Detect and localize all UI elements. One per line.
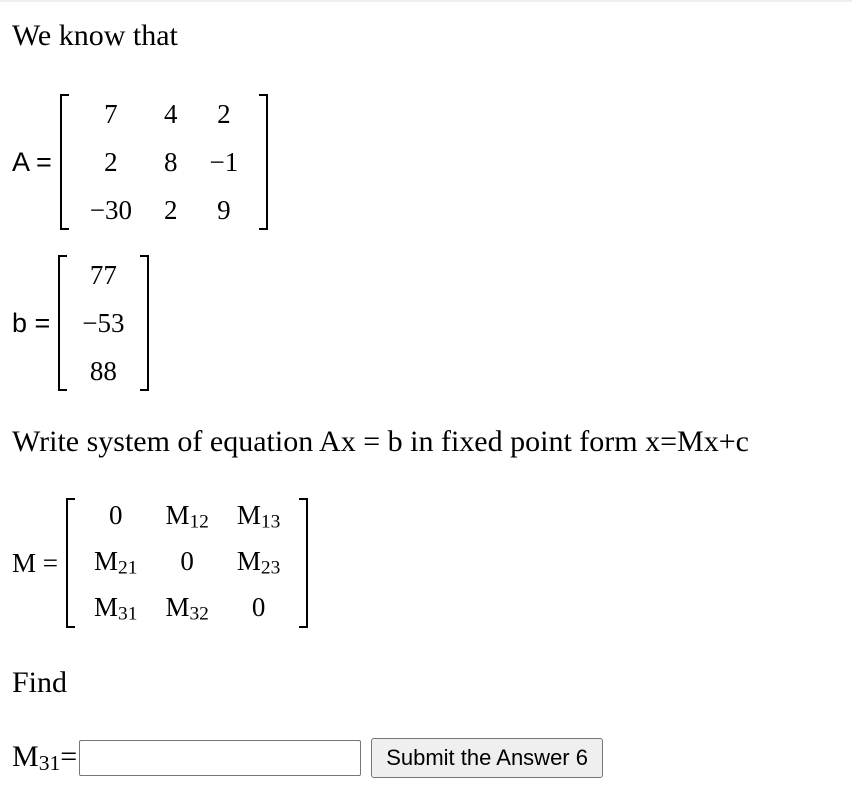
- matrix-m-cell: 0: [180, 546, 194, 577]
- vector-b-cell: −53: [82, 307, 125, 338]
- matrix-a-label: A =: [12, 146, 52, 177]
- vector-b-cell: 77: [89, 259, 117, 290]
- matrix-a-cell: −1: [209, 146, 239, 177]
- submit-answer-button[interactable]: Submit the Answer 6: [371, 738, 603, 778]
- top-divider: [0, 0, 852, 2]
- matrix-m-cell: $M_{13}$: [236, 500, 281, 533]
- find-text: Find: [12, 666, 68, 699]
- matrix-m: [66, 494, 308, 632]
- vector-b-label: b =: [12, 307, 51, 338]
- matrix-a-block: [12, 90, 268, 234]
- vector-b-block: [12, 251, 149, 395]
- matrix-m-cell: $M_{12}$: [165, 500, 209, 533]
- matrix-m-cell: $M_{32}$: [165, 592, 209, 625]
- vector-b-cell: 88: [89, 355, 117, 386]
- intro-text: We know that: [12, 19, 178, 52]
- instruction-text: Write system of equation Ax = b in fixed point form x=Mx+c: [12, 425, 749, 458]
- answer-label: $M_{31}=$: [12, 740, 78, 775]
- matrix-a: [60, 90, 268, 234]
- matrix-a-cell: 8: [164, 146, 178, 177]
- matrix-m-cell: $M_{21}$: [93, 546, 138, 579]
- vector-b: [58, 251, 148, 395]
- matrix-a-cell: 2: [164, 194, 178, 225]
- matrix-m-label: M =: [12, 547, 58, 578]
- matrix-a-cell: 4: [164, 98, 178, 129]
- matrix-m-cell: 0: [251, 592, 266, 623]
- matrix-m-block: [12, 494, 308, 632]
- matrix-a-cell: 2: [217, 98, 231, 129]
- matrix-m-cell: $M_{23}$: [236, 546, 281, 579]
- matrix-a-cell: 7: [104, 98, 118, 129]
- matrix-a-cell: 9: [217, 194, 231, 225]
- matrix-a-cell: 2: [104, 146, 118, 177]
- matrix-m-cell: $M_{31}$: [93, 592, 138, 625]
- answer-row: [12, 738, 603, 778]
- matrix-m-cell: 0: [108, 500, 123, 531]
- matrix-a-cell: −30: [89, 194, 133, 225]
- answer-input[interactable]: [79, 740, 361, 776]
